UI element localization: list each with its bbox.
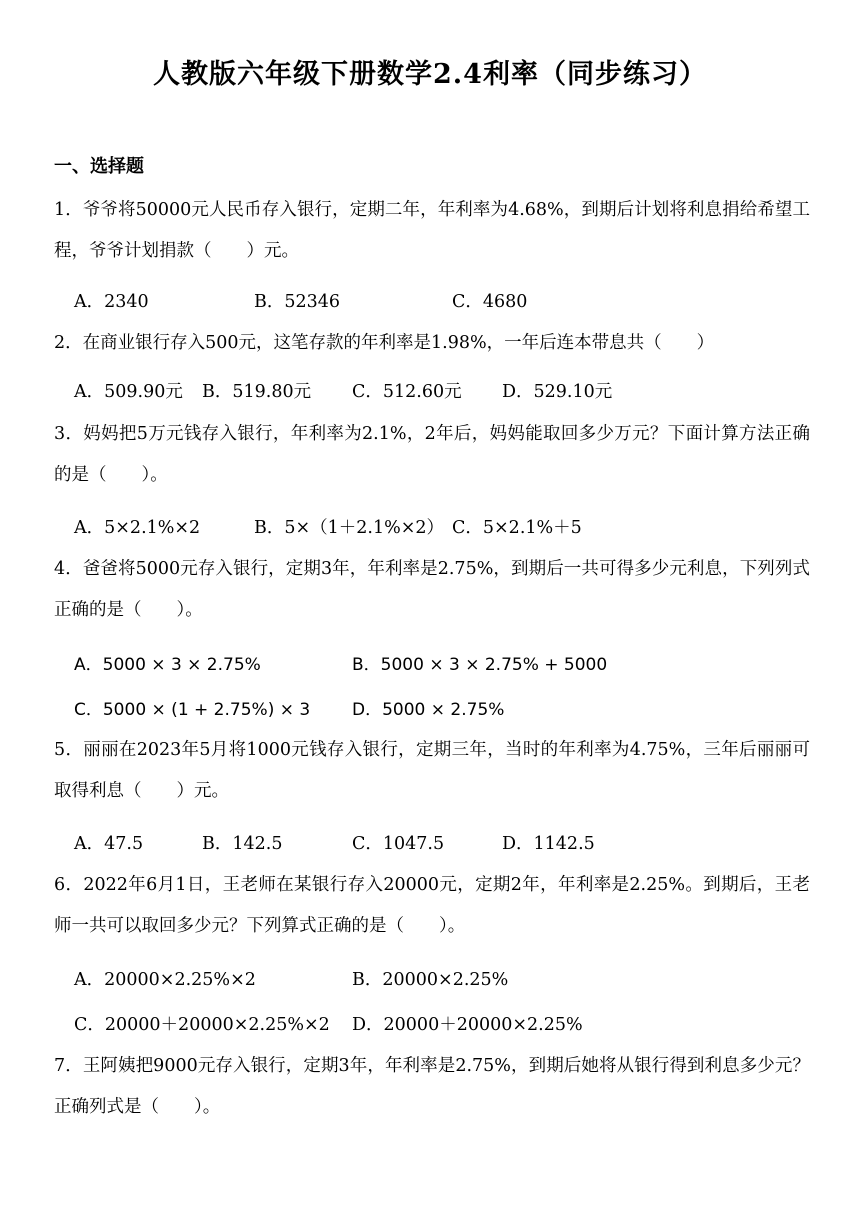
option-d[interactable]: D．529.10元 xyxy=(502,382,613,402)
option-a[interactable]: A．5000 × 3 × 2.75% xyxy=(74,655,261,675)
option-a[interactable]: A．509.90元 xyxy=(74,382,183,402)
option-a[interactable]: A．5×2.1%×2 xyxy=(74,518,201,538)
option-c[interactable]: C．5000 × (1 + 2.75%) × 3 xyxy=(74,700,311,720)
option-b[interactable]: B．52346 xyxy=(254,292,341,312)
option-c[interactable]: C．512.60元 xyxy=(352,382,462,402)
option-c[interactable]: C．5×2.1%＋5 xyxy=(452,518,582,538)
section-heading: 一、选择题 xyxy=(54,156,144,177)
question-6: 6．2022年6月1日，王老师在某银行存入20000元，定期2年，年利率是2.25%。到期后，王老师一共可以取回多少元？下列算式正确的是（ ）。 xyxy=(54,875,810,936)
option-b[interactable]: B．142.5 xyxy=(202,834,283,854)
page-title: 人教版六年级下册数学2.4利率（同步练习） xyxy=(153,59,707,90)
option-a[interactable]: A．20000×2.25%×2 xyxy=(74,970,256,990)
option-d[interactable]: D．1142.5 xyxy=(502,834,595,854)
question-4: 4．爸爸将5000元存入银行，定期3年，年利率是2.75%，到期后一共可得多少元利息，下列列式正确的是（ ）。 xyxy=(54,559,810,620)
option-c[interactable]: C．4680 xyxy=(452,292,528,312)
option-c[interactable]: C．20000＋20000×2.25%×2 xyxy=(74,1015,330,1035)
question-5: 5．丽丽在2023年5月将1000元钱存入银行，定期三年，当时的年利率为4.75%，三年后丽丽可取得利息（ ）元。 xyxy=(54,740,810,801)
option-c[interactable]: C．1047.5 xyxy=(352,834,445,854)
question-7: 7．王阿姨把9000元存入银行，定期3年，年利率是2.75%，到期后她将从银行得到利息多少元？正确列式是（ ）。 xyxy=(54,1056,810,1117)
option-a[interactable]: A．47.5 xyxy=(74,834,144,854)
option-d[interactable]: D．20000＋20000×2.25% xyxy=(352,1015,583,1035)
option-b[interactable]: B．5000 × 3 × 2.75% + 5000 xyxy=(352,655,608,675)
option-b[interactable]: B．20000×2.25% xyxy=(352,970,509,990)
question-2: 2．在商业银行存入500元，这笔存款的年利率是1.98%，一年后连本带息共（ ） xyxy=(54,333,715,353)
option-b[interactable]: B．5×（1＋2.1%×2） xyxy=(254,518,445,538)
option-d[interactable]: D．5000 × 2.75% xyxy=(352,700,505,720)
question-3: 3．妈妈把5万元钱存入银行，年利率为2.1%，2年后，妈妈能取回多少万元？下面计算方法正确的是（ ）。 xyxy=(54,424,810,485)
question-1: 1．爷爷将50000元人民币存入银行，定期二年，年利率为4.68%，到期后计划将利息捐给希望工程，爷爷计划捐款（ ）元。 xyxy=(54,200,810,261)
option-b[interactable]: B．519.80元 xyxy=(202,382,312,402)
option-a[interactable]: A．2340 xyxy=(74,292,149,312)
